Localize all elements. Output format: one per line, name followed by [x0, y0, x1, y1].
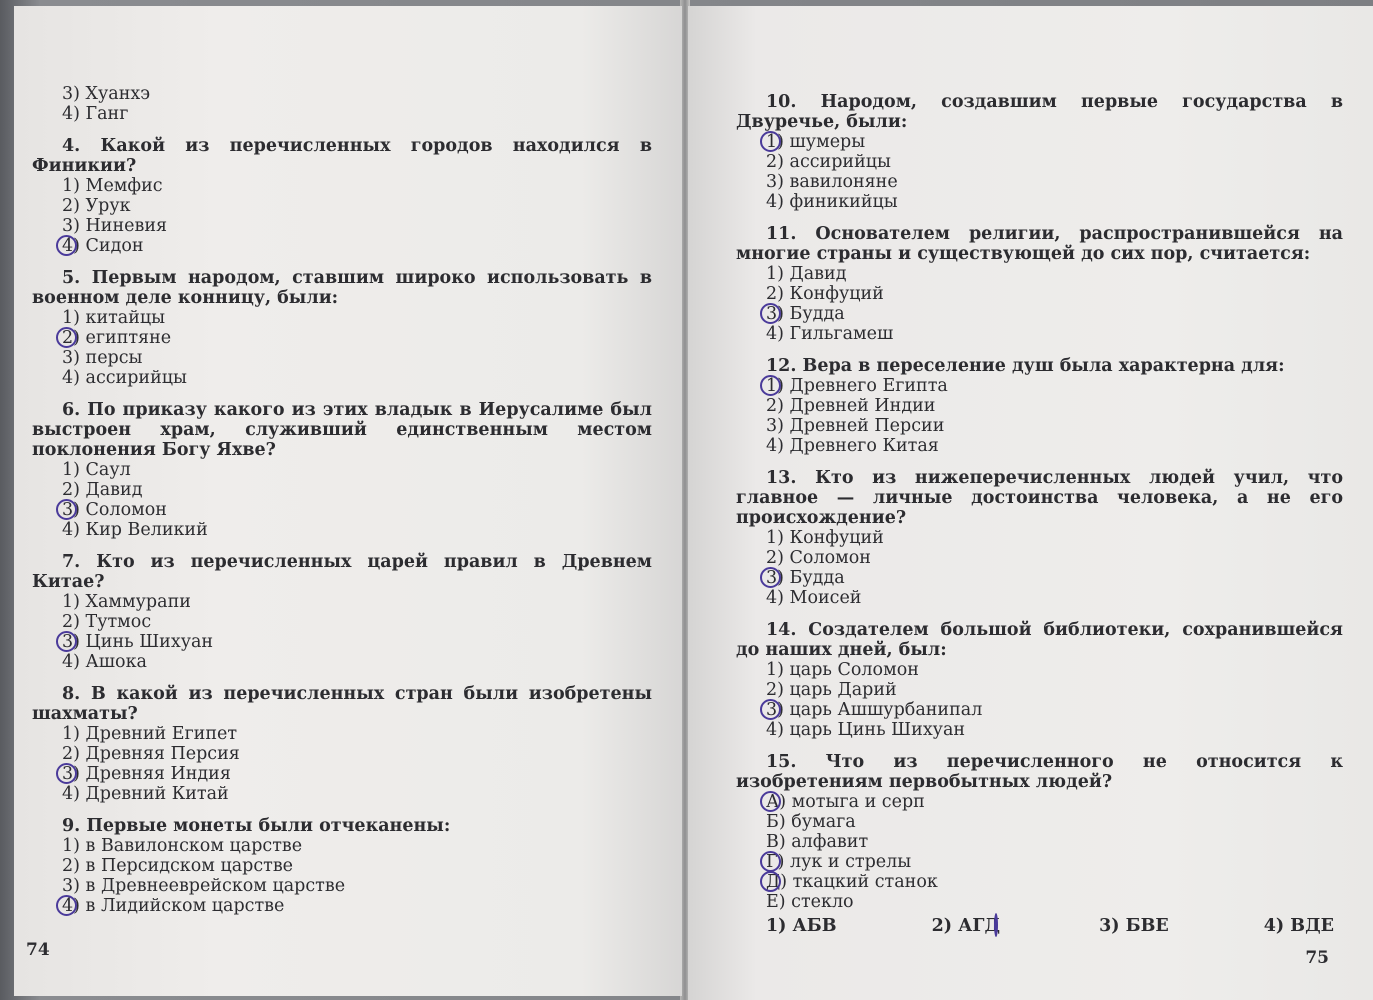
answer-option	[62, 196, 652, 216]
answer-option-text: 4) царь Цинь Шихуан	[766, 720, 966, 740]
answer-option-text: 1) царь Соломон	[766, 660, 919, 680]
answer-option-text: 1) Хаммурапи	[62, 592, 191, 612]
pen-circle-mark	[994, 913, 998, 937]
answer-option	[766, 172, 1343, 192]
answer-option	[62, 308, 652, 328]
page-number-left: 74	[26, 940, 50, 960]
answer-option-text: 4) Гильгамеш	[766, 324, 894, 344]
question-text: 7. Кто из перечисленных царей правил в Древнем Китае?	[32, 552, 652, 592]
answer-option	[766, 792, 1343, 812]
question-block	[32, 268, 652, 388]
pen-circle-mark	[760, 851, 781, 872]
answer-option	[766, 700, 1343, 720]
answer-choice	[932, 916, 1004, 936]
answer-option-text: Г) лук и стрелы	[766, 852, 912, 872]
question-text: 13. Кто из нижеперечисленных людей учил, что главное — личные достоинства человека, а не его происхождение?	[736, 468, 1343, 528]
answer-choice-text: 3) БВЕ	[1099, 916, 1169, 936]
answer-option	[62, 216, 652, 236]
answer-option	[766, 588, 1343, 608]
answer-choice-text: 1) АБВ	[766, 916, 837, 936]
answer-option	[766, 396, 1343, 416]
answer-option	[766, 376, 1343, 396]
pen-circle-mark	[760, 375, 781, 396]
answer-option	[62, 236, 652, 256]
question-block	[736, 620, 1343, 740]
pen-circle-mark	[760, 567, 781, 588]
answer-option	[62, 836, 652, 856]
answer-option-text: 1) Саул	[62, 460, 131, 480]
answer-option-text: 4) Ашока	[62, 652, 147, 672]
question-block	[32, 400, 652, 540]
answer-option	[766, 548, 1343, 568]
answer-choices-row	[766, 916, 1334, 936]
answer-option	[766, 568, 1343, 588]
answer-option-text: 2) Давид	[62, 480, 143, 500]
answer-option	[62, 784, 652, 804]
pen-circle-mark	[760, 871, 781, 892]
answer-option-text: 1) Древний Египет	[62, 724, 238, 744]
answer-option	[766, 720, 1343, 740]
answer-option	[62, 176, 652, 196]
answer-option	[62, 612, 652, 632]
answer-option	[62, 876, 652, 896]
question-text: 9. Первые монеты были отчеканены:	[62, 816, 451, 836]
answer-option	[766, 832, 1343, 852]
answer-option-text: 3) в Древнееврейском царстве	[62, 876, 346, 896]
answer-option-text: Б) бумага	[766, 812, 856, 832]
question-block	[736, 356, 1343, 456]
answer-option-text: Д) ткацкий станок	[766, 872, 938, 892]
pen-circle-mark	[56, 235, 77, 256]
answer-option	[766, 680, 1343, 700]
answer-option-text: 3) персы	[62, 348, 143, 368]
answer-option-text: 1) китайцы	[62, 308, 166, 328]
answer-option-text: 4) Древнего Китая	[766, 436, 939, 456]
pen-circle-mark	[760, 131, 781, 152]
answer-option-text: 2) Древняя Персия	[62, 744, 240, 764]
pen-circle-mark	[56, 895, 77, 916]
question-text: 8. В какой из перечисленных стран были изобретены шахматы?	[32, 684, 652, 724]
answer-option	[766, 872, 1343, 892]
answer-option	[62, 724, 652, 744]
question-text: 10. Народом, создавшим первые государства в Двуречье, были:	[736, 92, 1343, 132]
answer-option	[766, 284, 1343, 304]
answer-option	[766, 192, 1343, 212]
answer-option-text: 2) Тутмос	[62, 612, 152, 632]
answer-option-text: 1) Конфуций	[766, 528, 884, 548]
answer-choice	[1099, 916, 1169, 936]
answer-choice-text: 2) АГД	[931, 916, 1001, 936]
right-page	[688, 6, 1373, 1000]
answer-option-text: 4) Сидон	[62, 236, 144, 256]
pen-circle-mark	[56, 499, 77, 520]
answer-option	[766, 892, 1343, 912]
answer-option	[766, 304, 1343, 324]
question-text: 4. Какой из перечисленных городов находился в Финикии?	[32, 136, 652, 176]
answer-option	[766, 324, 1343, 344]
question-block	[32, 552, 652, 672]
answer-option-text: 4) в Лидийском царстве	[62, 896, 285, 916]
answer-option	[62, 896, 652, 916]
answer-option	[62, 520, 652, 540]
answer-option-text: 3) Цинь Шихуан	[62, 632, 214, 652]
answer-option	[766, 132, 1343, 152]
answer-option	[766, 416, 1343, 436]
answer-option-text: 1) Древнего Египта	[766, 376, 948, 396]
answer-option-text: 2) Конфуций	[766, 284, 884, 304]
answer-option	[62, 632, 652, 652]
answer-option-text: 1) в Вавилонском царстве	[62, 836, 303, 856]
answer-choice-text: 4) ВДЕ	[1263, 916, 1334, 936]
answer-option-text: 3) царь Ашшурбанипал	[766, 700, 983, 720]
answer-option-text: В) алфавит	[766, 832, 869, 852]
answer-option	[766, 852, 1343, 872]
answer-option-text: 4) Древний Китай	[62, 784, 229, 804]
question-text: 15. Что из перечисленного не относится к изобретениям первобытных людей?	[736, 752, 1343, 792]
answer-option-text: 2) Соломон	[766, 548, 871, 568]
answer-option-text: 3) Ниневия	[62, 216, 168, 236]
answer-option	[62, 652, 652, 672]
pen-circle-mark	[56, 327, 77, 348]
answer-option	[62, 592, 652, 612]
question-block	[736, 224, 1343, 344]
answer-option	[62, 460, 652, 480]
pen-circle-mark	[56, 763, 77, 784]
question-block	[736, 468, 1343, 608]
question-text: 11. Основателем религии, распространившейся на многие страны и существующей до сих пор, считается:	[736, 224, 1343, 264]
answer-option-text: 2) ассирийцы	[766, 152, 891, 172]
answer-option	[766, 660, 1343, 680]
left-page-questions	[32, 84, 652, 916]
question-text: 12. Вера в переселение душ была характерна для:	[766, 356, 1285, 376]
answer-option-text: 3) Древняя Индия	[62, 764, 231, 784]
answer-option	[766, 812, 1343, 832]
answer-option	[62, 328, 652, 348]
answer-option-text: 1) Мемфис	[62, 176, 163, 196]
answer-option-text: 2) Древней Индии	[766, 396, 936, 416]
answer-option-text: 2) в Персидском царстве	[62, 856, 294, 876]
answer-option	[62, 744, 652, 764]
answer-choice	[1264, 916, 1334, 936]
answer-option-text: 2) египтяне	[62, 328, 172, 348]
answer-choice	[766, 916, 837, 936]
question-text: 14. Создателем большой библиотеки, сохранившейся до наших дней, был:	[736, 620, 1343, 660]
answer-option	[62, 348, 652, 368]
answer-option-text: 4) финикийцы	[766, 192, 898, 212]
answer-option-text: 1) шумеры	[766, 132, 866, 152]
answer-option-text: 4) ассирийцы	[62, 368, 187, 388]
left-page	[14, 6, 682, 996]
answer-option-text: 4) Кир Великий	[62, 520, 208, 540]
question-text: 5. Первым народом, ставшим широко использовать в военном деле конницу, были:	[32, 268, 652, 308]
answer-option-text: 1) Давид	[766, 264, 847, 284]
answer-option	[766, 436, 1343, 456]
answer-option	[62, 500, 652, 520]
answer-option	[766, 264, 1343, 284]
answer-option-text: 3) Соломон	[62, 500, 167, 520]
answer-option-text: Е) стекло	[766, 892, 854, 912]
answer-option-text: 4) Моисей	[766, 588, 862, 608]
question-block	[736, 92, 1343, 212]
question-text: 6. По приказу какого из этих владык в Иерусалиме был выстроен храм, служивший единственным местом поклонения Богу Яхве?	[32, 400, 652, 460]
intro-option: 4) Ганг	[62, 104, 129, 124]
answer-option	[766, 528, 1343, 548]
pen-circle-mark	[56, 631, 77, 652]
answer-option-text: 3) Будда	[766, 568, 845, 588]
answer-option-text: 3) вавилоняне	[766, 172, 898, 192]
answer-option-text: 2) Урук	[62, 196, 131, 216]
question-block	[32, 816, 652, 916]
answer-option-text: 3) Будда	[766, 304, 845, 324]
answer-option	[62, 368, 652, 388]
question-block	[32, 684, 652, 804]
question-block	[736, 752, 1343, 936]
answer-option	[766, 152, 1343, 172]
pen-circle-mark	[760, 791, 781, 812]
pen-circle-mark	[760, 303, 781, 324]
answer-option	[62, 856, 652, 876]
pen-circle-mark	[760, 699, 781, 720]
answer-option-text: А) мотыга и серп	[766, 792, 925, 812]
page-number-right: 75	[1305, 948, 1329, 968]
answer-option	[62, 480, 652, 500]
answer-option-text: 3) Древней Персии	[766, 416, 945, 436]
question-block	[32, 136, 652, 256]
intro-option: 3) Хуанхэ	[62, 84, 151, 104]
answer-option-text: 2) царь Дарий	[766, 680, 897, 700]
right-page-questions	[736, 92, 1343, 936]
answer-option	[62, 764, 652, 784]
